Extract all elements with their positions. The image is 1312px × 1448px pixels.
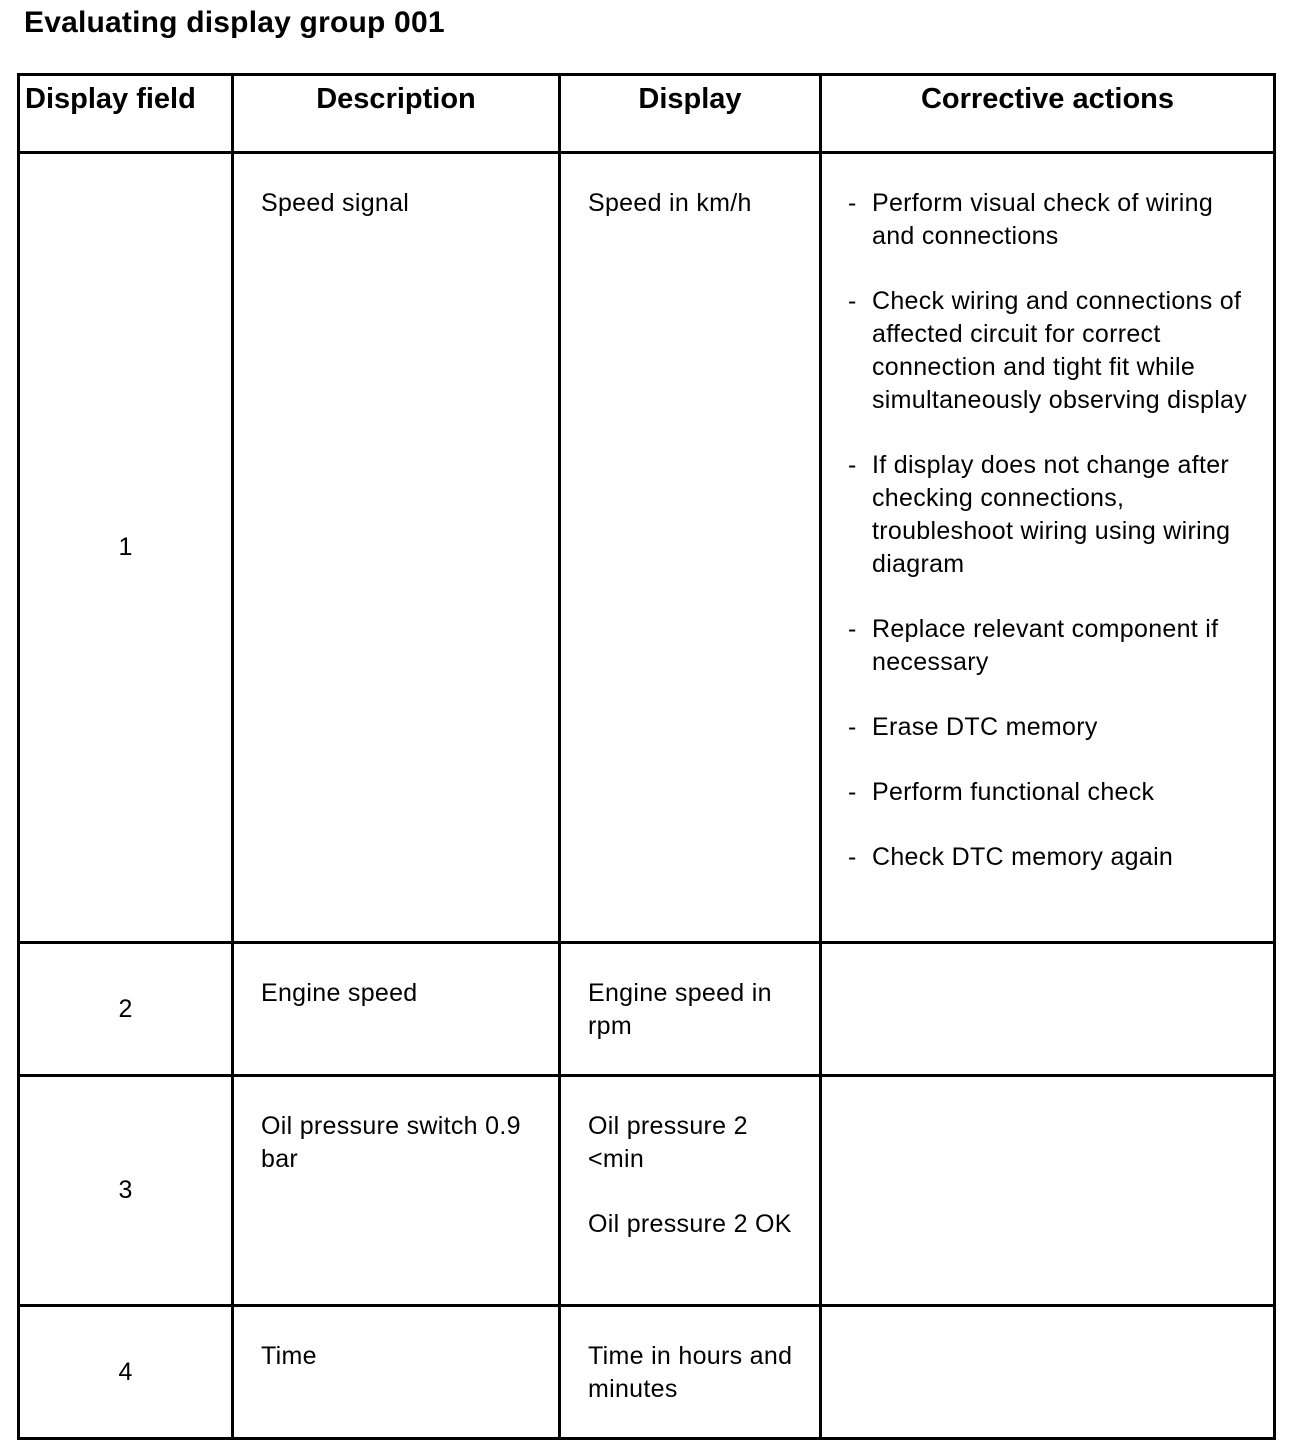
action-text: Check wiring and connections of affected circuit for correct connection and tight fit while simultaneously observing display [872,287,1248,414]
description-text: Speed signal [261,189,410,217]
display-cell [560,943,821,1076]
corrective-action-item [848,711,1261,744]
action-text: Perform functional check [872,778,1155,806]
dash-bullet: - [848,615,857,643]
display-text: Time in hours and minutes [588,1342,793,1403]
dash-bullet: - [848,451,857,479]
description-cell [233,1306,560,1439]
display-text: Speed in km/h [588,189,752,217]
corrective-actions-list [822,154,1273,874]
display-field-number: 2 [19,943,233,1076]
description-text: Time [261,1342,317,1370]
table-row [19,943,1275,1076]
corrective-actions-cell [821,1306,1275,1439]
action-text: Replace relevant component if necessary [872,615,1219,676]
dash-bullet: - [848,713,857,741]
corrective-action-item [848,285,1261,417]
display-cell [560,153,821,943]
corrective-action-item [848,841,1261,874]
header-display: Display [560,75,821,153]
description-cell [233,153,560,943]
table-row [19,1306,1275,1439]
page-title: Evaluating display group 001 [24,6,445,39]
corrective-action-item [848,776,1261,809]
corrective-action-item [848,449,1261,581]
description-text: Oil pressure switch 0.9 bar [261,1112,521,1173]
display-group-table [17,73,1276,1440]
header-corrective-actions: Corrective actions [821,75,1275,153]
table-row [19,153,1275,943]
dash-bullet: - [848,778,857,806]
header-display-field: Display field [19,75,233,153]
table-header-row [19,75,1275,153]
corrective-action-item [848,187,1261,253]
display-text: Oil pressure 2 <min [588,1112,748,1173]
corrective-actions-cell [821,943,1275,1076]
display-cell [560,1306,821,1439]
description-cell [233,1076,560,1306]
corrective-actions-cell [821,153,1275,943]
action-text: Erase DTC memory [872,713,1098,741]
description-cell [233,943,560,1076]
display-cell [560,1076,821,1306]
table-row [19,1076,1275,1306]
corrective-actions-cell [821,1076,1275,1306]
dash-bullet: - [848,287,857,315]
header-description: Description [233,75,560,153]
action-text: Perform visual check of wiring and connections [872,189,1214,250]
dash-bullet: - [848,189,857,217]
description-text: Engine speed [261,979,418,1007]
dash-bullet: - [848,843,857,871]
corrective-action-item [848,613,1261,679]
action-text: Check DTC memory again [872,843,1174,871]
action-text: If display does not change after checking connections, troubleshoot wiring using wiring diagram [872,451,1231,578]
display-field-number: 3 [19,1076,233,1306]
display-field-number: 1 [19,153,233,943]
display-text: Engine speed in rpm [588,979,772,1040]
display-field-number: 4 [19,1306,233,1439]
display-text: Oil pressure 2 OK [588,1210,792,1238]
